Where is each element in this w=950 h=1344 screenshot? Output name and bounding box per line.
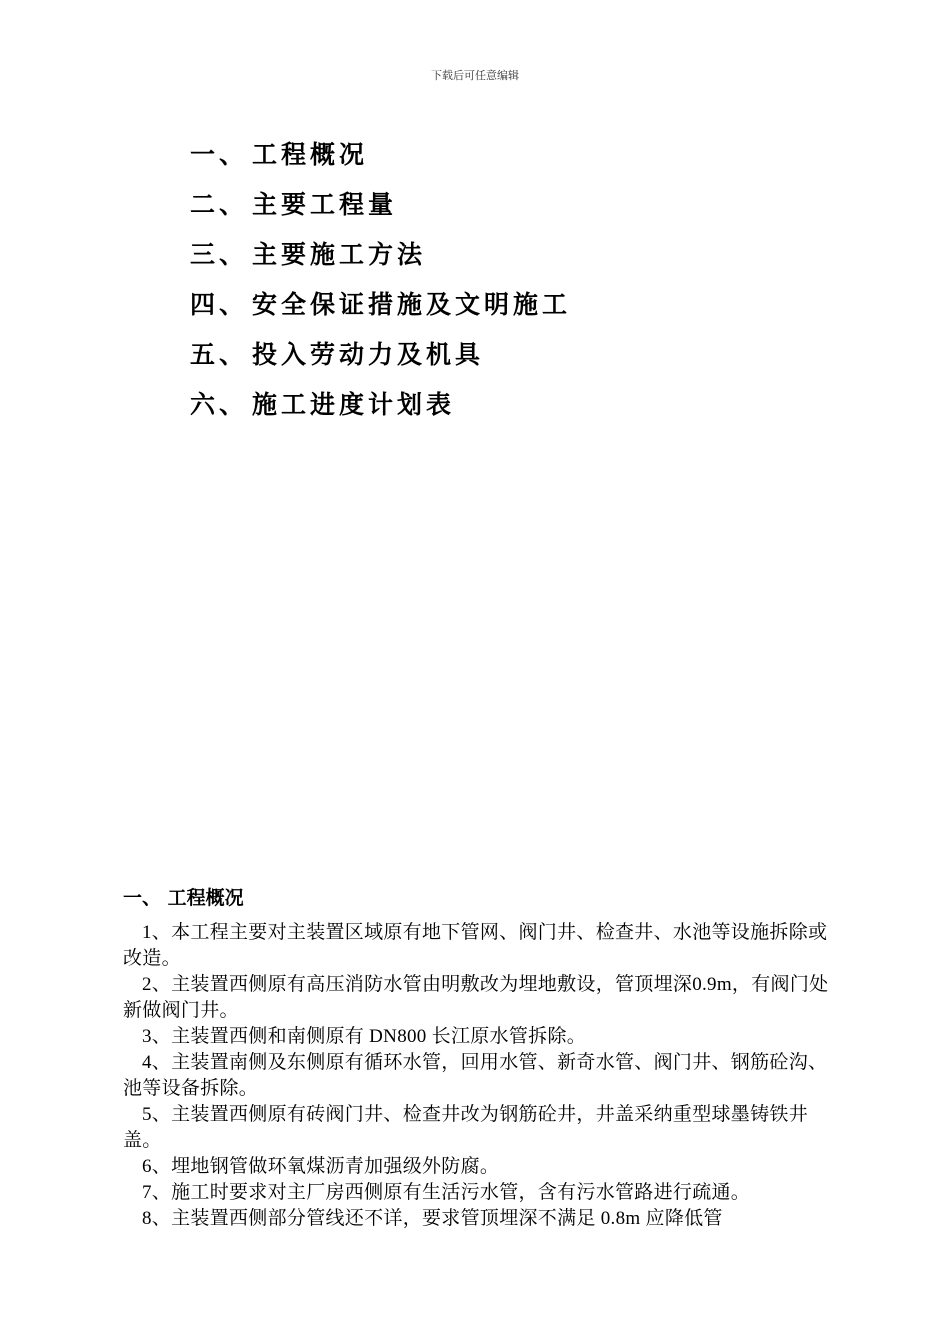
toc-number: 二、 <box>190 190 249 219</box>
paragraph: 3、主装置西侧和南侧原有 DN800 长江原水管拆除。 <box>142 1026 587 1047</box>
toc-title: 工程概况 <box>252 140 369 169</box>
toc-title: 投入劳动力及机具 <box>252 340 485 369</box>
toc-number: 三、 <box>190 240 249 269</box>
toc-item <box>190 128 571 178</box>
toc-item <box>190 228 571 278</box>
toc-item <box>190 178 571 228</box>
toc-number: 四、 <box>190 290 249 319</box>
toc-item <box>190 378 571 428</box>
toc-title: 施工进度计划表 <box>252 390 456 419</box>
paragraph: 2、主装置西侧原有高压消防水管由明敷改为埋地敷设，管顶埋深0.9m，有阀门处新做阀门井。 <box>123 974 829 1021</box>
paragraph: 8、主装置西侧部分管线还不详，要求管顶埋深不满足 0.8m 应降低管 <box>142 1208 723 1229</box>
toc-number: 一、 <box>190 140 249 169</box>
section-project-overview <box>123 884 843 1232</box>
toc-number: 五、 <box>190 340 249 369</box>
paragraph: 5、主装置西侧原有砖阀门井、检查井改为钢筋砼井，井盖采纳重型球墨铸铁井盖。 <box>123 1104 809 1151</box>
toc-item <box>190 328 571 378</box>
paragraph: 4、主装置南侧及东侧原有循环水管，回用水管、新奇水管、阀门井、钢筋砼沟、池等设备拆除。 <box>123 1052 828 1099</box>
paragraph: 6、埋地钢管做环氧煤沥青加强级外防腐。 <box>142 1156 500 1177</box>
toc-title: 主要工程量 <box>252 190 398 219</box>
paragraph: 1、本工程主要对主装置区域原有地下管网、阀门井、检查井、水池等设施拆除或改造。 <box>123 922 828 969</box>
toc-title: 主要施工方法 <box>252 240 427 269</box>
section-title: 一、 工程概况 <box>123 887 244 909</box>
toc-item <box>190 278 571 328</box>
table-of-contents <box>190 128 571 428</box>
toc-number: 六、 <box>190 390 249 419</box>
header-note: 下载后可任意编辑 <box>431 69 519 82</box>
toc-title: 安全保证措施及文明施工 <box>252 290 572 319</box>
paragraph: 7、施工时要求对主厂房西侧原有生活污水管，含有污水管路进行疏通。 <box>142 1182 751 1203</box>
